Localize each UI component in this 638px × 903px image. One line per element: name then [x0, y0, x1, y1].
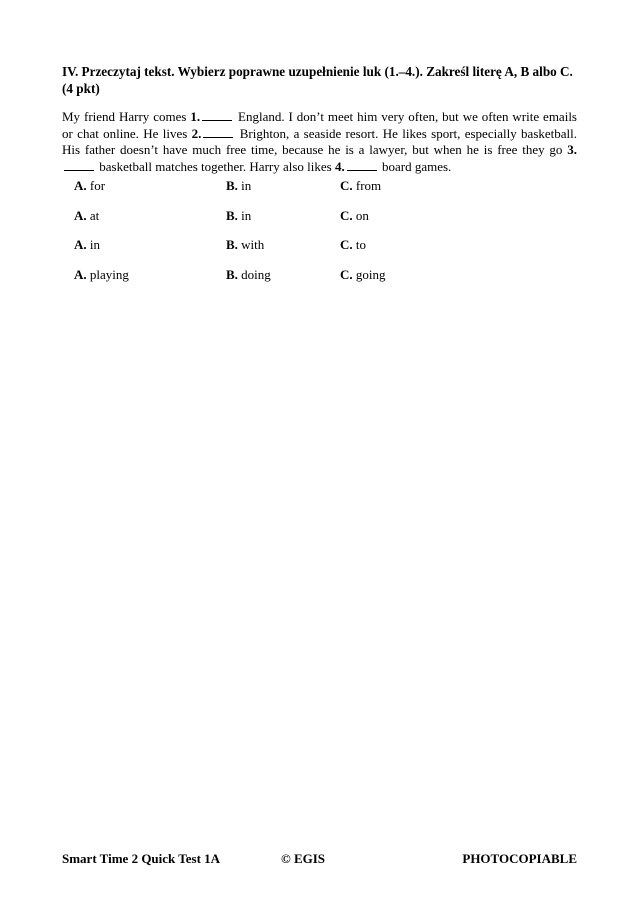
task-points: (4 pkt) — [62, 81, 100, 96]
option-a[interactable]: A. at — [74, 207, 100, 223]
task-instruction-line-1: IV. Przeczytaj tekst. Wybierz poprawne uzupełnienie luk (1.–4.). Zakreśl literę A, B albo C. — [62, 64, 573, 79]
option-row-3 — [74, 237, 494, 267]
passage-text: England. I don’t meet him very often, but we often write emails or chat online. He lives — [62, 109, 577, 141]
gap-number: 2. — [191, 125, 202, 141]
passage-text: My friend Harry comes — [62, 109, 191, 124]
option-c[interactable]: C. from — [340, 178, 382, 193]
passage-text: basketball matches together. Harry also likes — [96, 158, 335, 174]
option-b[interactable]: B. with — [226, 237, 265, 252]
passage-text: board games. — [378, 158, 452, 174]
task-instruction — [62, 63, 577, 97]
gap-number: 1. — [190, 109, 201, 124]
footer-publisher: © EGIS — [281, 851, 326, 866]
option-b[interactable]: B. in — [226, 207, 252, 223]
option-c[interactable]: C. on — [340, 207, 369, 223]
option-a[interactable]: A. in — [74, 237, 101, 252]
footer-test-name: Smart Time 2 Quick Test 1A — [62, 851, 221, 866]
option-row-1 — [74, 178, 494, 208]
gap-number: 4. — [334, 158, 345, 174]
option-a[interactable]: A. for — [74, 178, 106, 193]
option-b[interactable]: B. doing — [226, 266, 271, 282]
reading-passage — [62, 109, 577, 175]
gap-number: 3. — [567, 142, 577, 158]
gap-blank — [202, 110, 232, 121]
footer-photocopiable: PHOTOCOPIABLE — [462, 851, 577, 866]
option-row-4 — [74, 267, 494, 297]
gap-blank — [64, 160, 94, 171]
answer-options — [74, 178, 494, 296]
gap-blank — [203, 127, 233, 138]
gap-blank — [347, 160, 377, 171]
option-c[interactable]: C. to — [340, 237, 367, 252]
option-row-2 — [74, 208, 494, 238]
document-page — [62, 63, 577, 175]
passage-text: Brighton, a seaside resort. He likes sport, especially basketball. His father doesn’t have much free time, because he is a lawyer, but when he is free they go — [62, 125, 578, 158]
option-b[interactable]: B. in — [226, 178, 252, 193]
option-a[interactable]: A. playing — [74, 266, 129, 282]
option-c[interactable]: C. going — [340, 266, 386, 282]
